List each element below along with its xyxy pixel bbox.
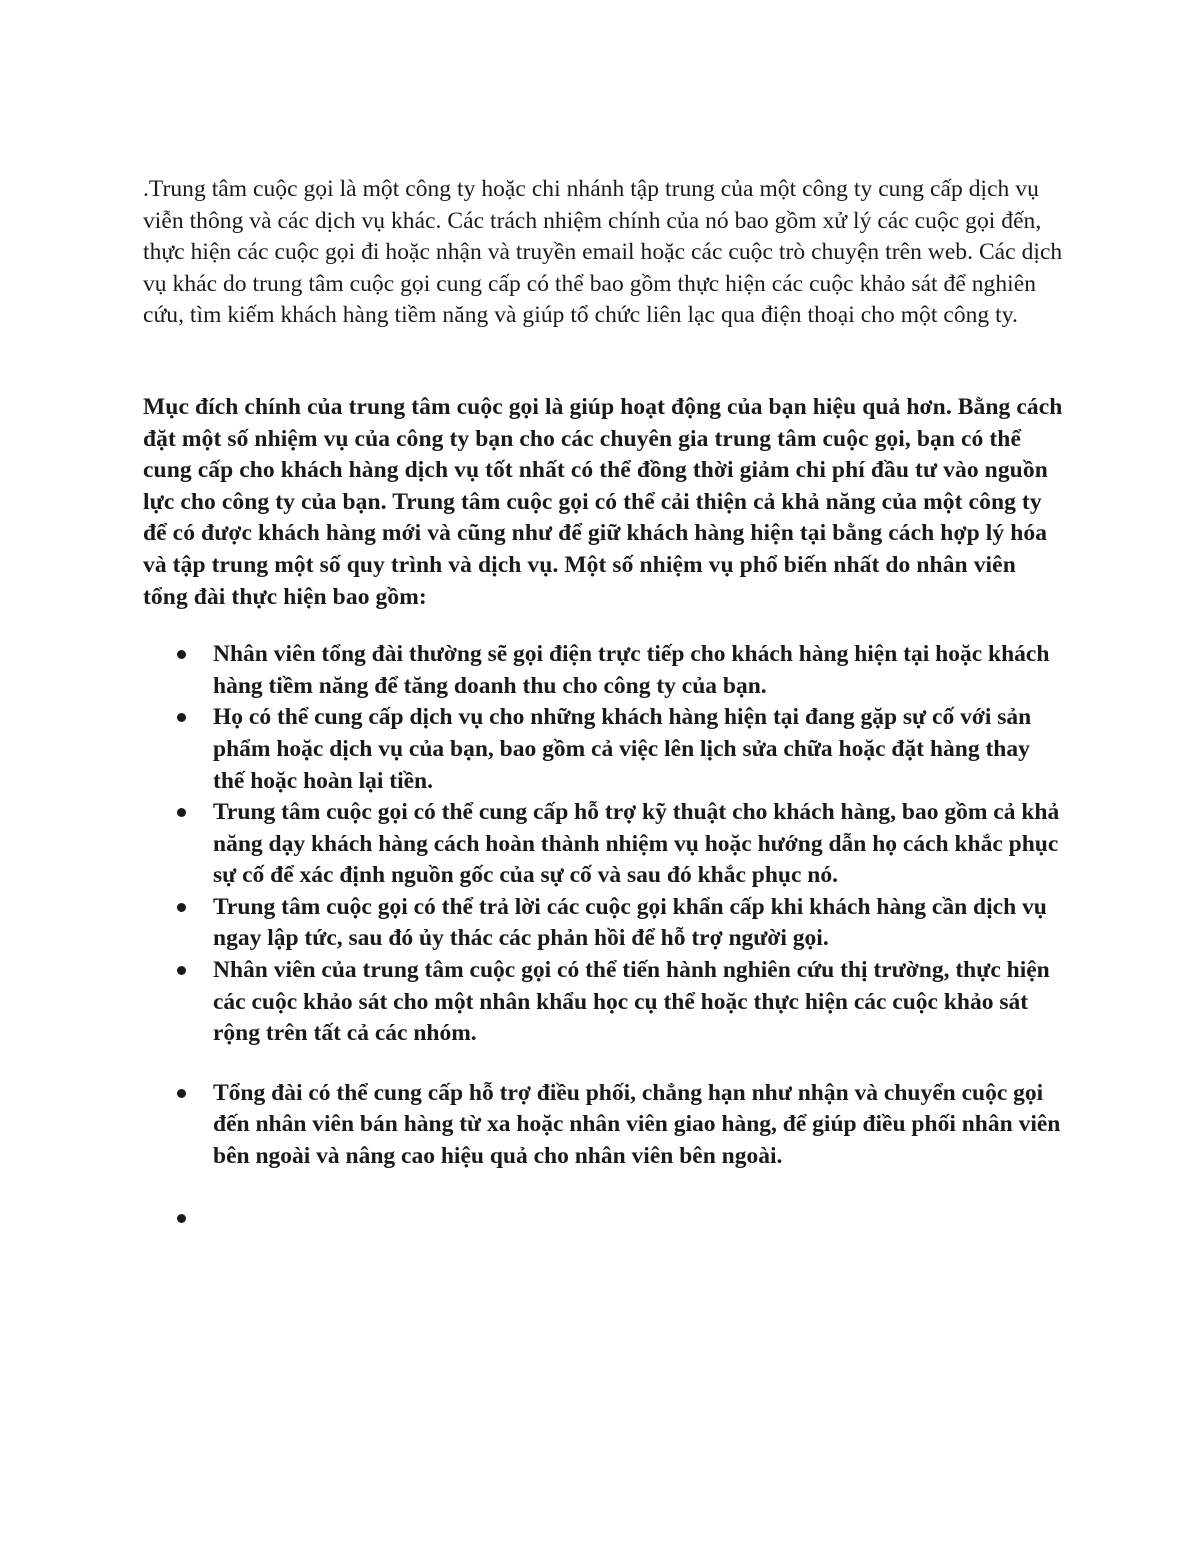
- intro-paragraph: .Trung tâm cuộc gọi là một công ty hoặc chi nhánh tập trung của một công ty cung cấp dịch vụ viễn thông và các dịch vụ khác. Các trách nhiệm chính của nó bao gồm xử lý các cuộc gọi đến, thực hiện các cuộc gọi đi hoặc nhận và truyền email hoặc các cuộc trò chuyện trên web. Các dịch vụ khác do trung tâm cuộc gọi cung cấp có thể bao gồm thực hiện các cuộc khảo sát để nghiên cứu, tìm kiếm khách hàng tiềm năng và giúp tổ chức liên lạc qua điện thoại cho một công ty.: [143, 176, 1063, 329]
- bullet-icon: [177, 713, 186, 722]
- list-item: [143, 797, 1063, 892]
- list-item: [143, 955, 1063, 1050]
- bullet-icon: [177, 966, 186, 975]
- list-item: [143, 702, 1063, 797]
- document-page: [143, 174, 1063, 1234]
- purpose-paragraph: Mục đích chính của trung tâm cuộc gọi là giúp hoạt động của bạn hiệu quả hơn. Bằng cách đặt một số nhiệm vụ của công ty bạn cho các chuyên gia trung tâm cuộc gọi, bạn có thể cung cấp cho khách hàng dịch vụ tốt nhất có thể đồng thời giảm chi phí đầu tư vào nguồn lực cho công ty của bạn. Trung tâm cuộc gọi có thể cải thiện cả khả năng của một công ty để có được khách hàng mới và cũng như để giữ khách hàng hiện tại bằng cách hợp lý hóa và tập trung một số quy trình và dịch vụ. Một số nhiệm vụ phổ biến nhất do nhân viên tổng đài thực hiện bao gồm:: [143, 393, 1063, 610]
- empty-list-item: [143, 1203, 1063, 1235]
- bullet-icon: [177, 808, 186, 817]
- list-item-text: Họ có thể cung cấp dịch vụ cho những khách hàng hiện tại đang gặp sự cố với sản phẩm hoặc dịch vụ của bạn, bao gồm cả việc lên lịch sửa chữa hoặc đặt hàng thay thế hoặc hoàn lại tiền.: [213, 704, 1032, 794]
- list-item-text: Nhân viên của trung tâm cuộc gọi có thể tiến hành nghiên cứu thị trường, thực hiện các cuộc khảo sát cho một nhân khẩu học cụ thể hoặc thực hiện các cuộc khảo sát rộng trên tất cả các nhóm.: [213, 957, 1050, 1047]
- bullet-icon: [177, 650, 186, 659]
- bullet-icon: [177, 1214, 186, 1223]
- list-item: [143, 639, 1063, 702]
- list-item-text: Tổng đài có thể cung cấp hỗ trợ điều phối, chẳng hạn như nhận và chuyển cuộc gọi đến nhân viên bán hàng từ xa hoặc nhân viên giao hàng, để giúp điều phối nhân viên bên ngoài và nâng cao hiệu quả cho nhân viên bên ngoài.: [213, 1079, 1061, 1170]
- list-item: [143, 892, 1063, 955]
- list-item-text: Trung tâm cuộc gọi có thể trả lời các cuộc gọi khẩn cấp khi khách hàng cần dịch vụ ngay lập tức, sau đó ủy thác các phản hồi để hỗ trợ người gọi.: [213, 893, 1047, 952]
- list-item-text: Trung tâm cuộc gọi có thể cung cấp hỗ trợ kỹ thuật cho khách hàng, bao gồm cả khả năng dạy khách hàng cách hoàn thành nhiệm vụ hoặc hướng dẫn họ cách khắc phục sự cố để xác định nguồn gốc của sự cố và sau đó khắc phục nó.: [213, 799, 1060, 889]
- bullet-icon: [177, 903, 186, 912]
- list-item-text: Nhân viên tổng đài thường sẽ gọi điện trực tiếp cho khách hàng hiện tại hoặc khách hàng tiềm năng để tăng doanh thu cho công ty của bạn.: [213, 641, 1050, 699]
- bullet-icon: [177, 1089, 186, 1098]
- list-item: [143, 1078, 1063, 1173]
- task-list: [143, 639, 1063, 1234]
